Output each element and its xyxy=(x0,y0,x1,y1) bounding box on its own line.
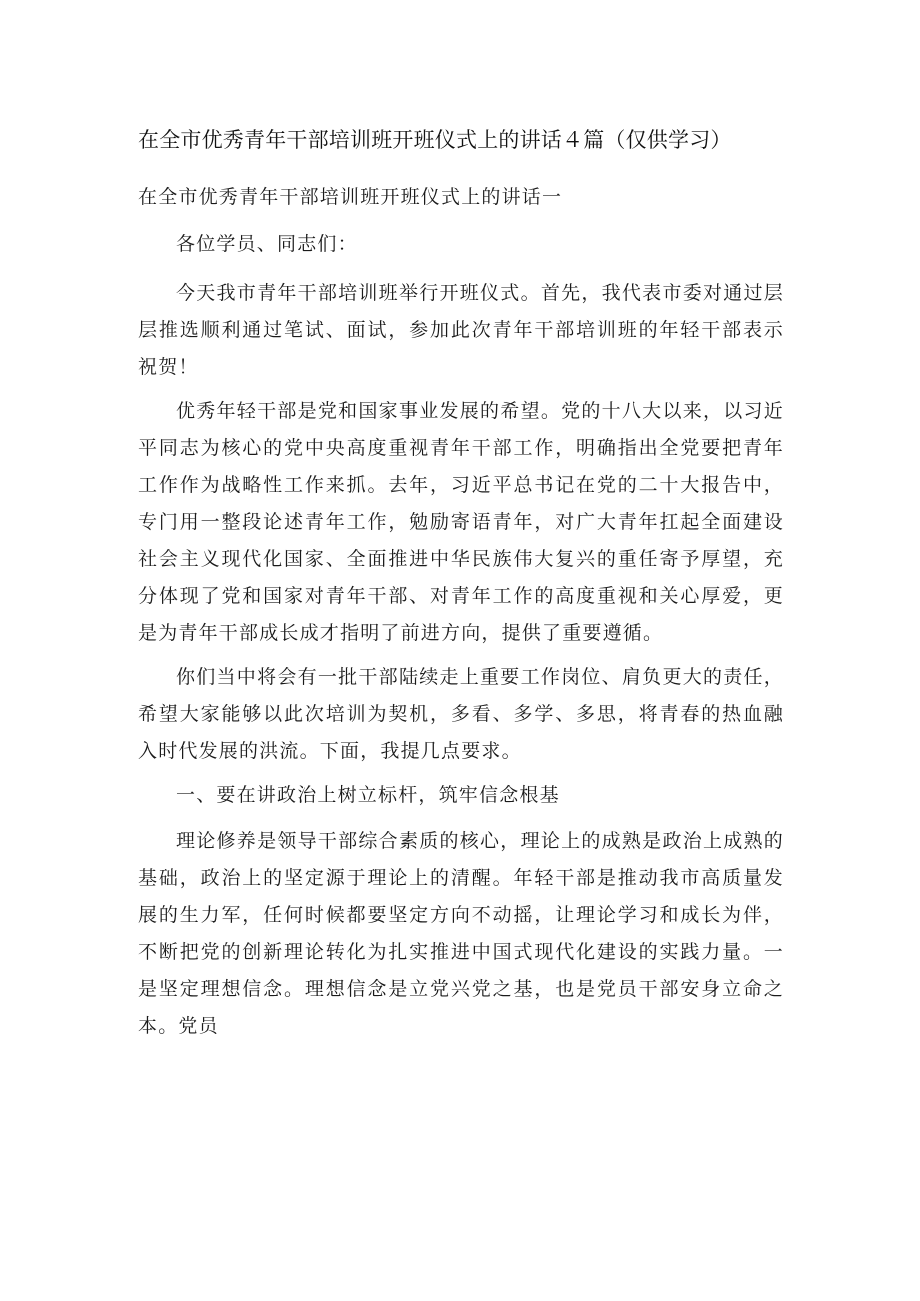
section-heading: 一、要在讲政治上树立标杆，筑牢信念根基 xyxy=(176,784,560,806)
speech-subtitle: 在全市优秀青年干部培训班开班仪式上的讲话一 xyxy=(138,186,563,208)
body-paragraph: 优秀年轻干部是党和国家事业发展的希望。党的十八大以来，以习近平同志为核心的党中央高度重视青年干部工作，明确指出全党要把青年工作作为战略性工作来抓。去年，习近平总书记在党的二十大报告中，专门用一整段论述青年工作，勉励寄语青年，对广大青年扛起全面建设社会主义现代化国家、全面推进中华民族伟大复兴的重任寄予厚望，充分体现了党和国家对青年干部、对青年工作的高度重视和关心厚爱，更是为青年干部成长成才指明了前进方向，提供了重要遵循。 xyxy=(138,400,784,644)
document-title: 在全市优秀青年干部培训班开班仪式上的讲话４篇（仅供学习） xyxy=(138,128,732,152)
body-paragraph: 理论修养是领导干部综合素质的核心，理论上的成熟是政治上成熟的基础，政治上的坚定源于理论上的清醒。年轻干部是推动我市高质量发展的生力军，任何时候都要坚定方向不动摇，让理论学习和成长为伴，不断把党的创新理论转化为扎实推进中国式现代化建设的实践力量。一是坚定理想信念。理想信念是立党兴党之基，也是党员干部安身立命之本。党员 xyxy=(138,830,784,1037)
salutation-paragraph: 各位学员、同志们： xyxy=(176,233,358,255)
body-paragraph: 今天我市青年干部培训班举行开班仪式。首先，我代表市委对通过层层推选顺利通过笔试、面试，参加此次青年干部培训班的年轻干部表示祝贺！ xyxy=(138,282,784,378)
speech-body xyxy=(138,226,784,1052)
body-paragraph: 你们当中将会有一批干部陆续走上重要工作岗位、肩负更大的责任，希望大家能够以此次培训为契机，多看、多学、多思，将青春的热血融入时代发展的洪流。下面，我提几点要求。 xyxy=(138,666,784,762)
